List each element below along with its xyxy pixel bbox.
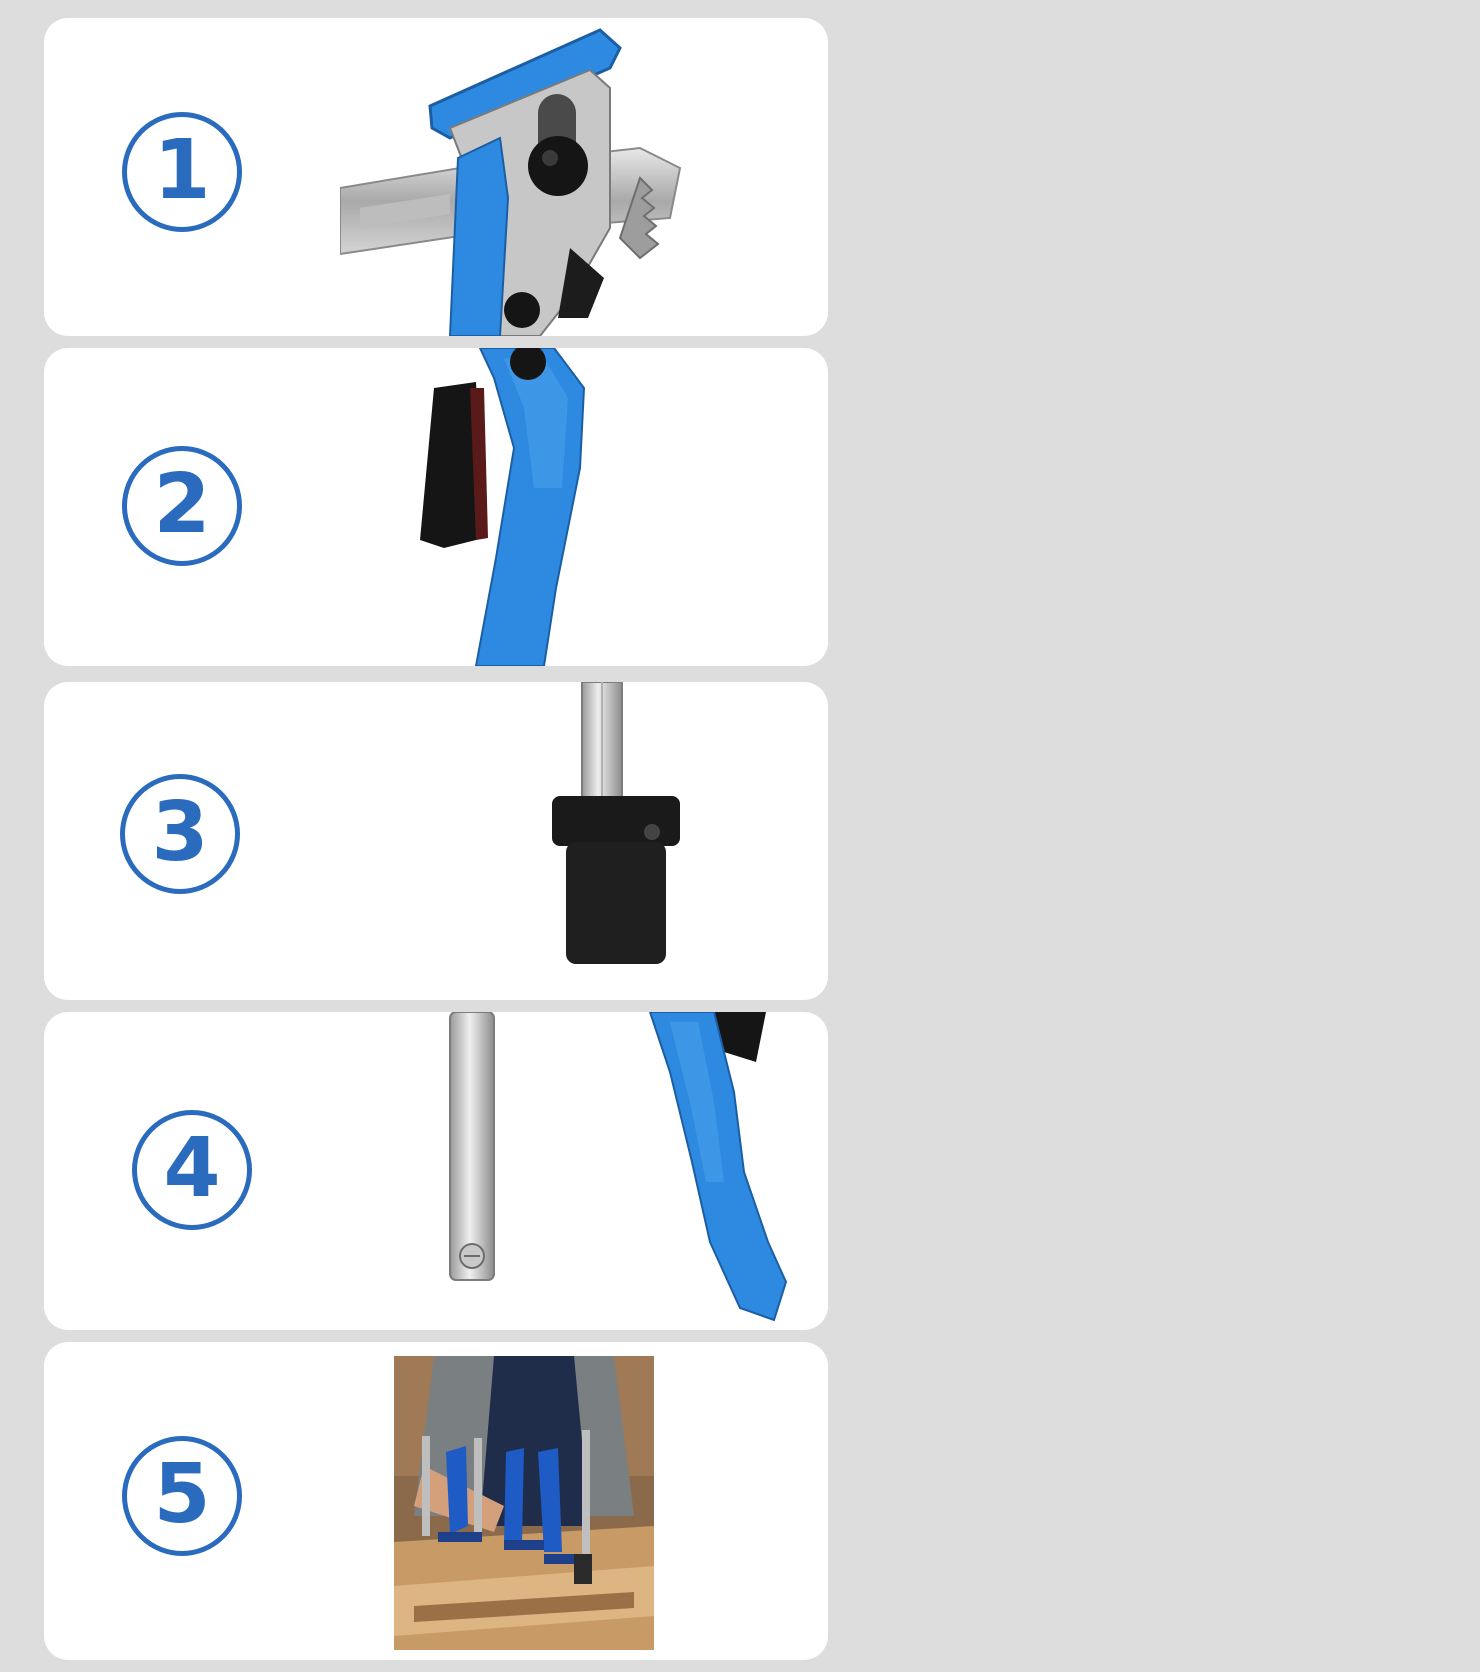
ratchet-parts-photo (340, 18, 760, 336)
ratchet-handle-photo (384, 348, 624, 666)
feature-card-2 (44, 348, 828, 666)
ratchet-table-photo (504, 682, 684, 982)
feature-card-5 (44, 1342, 828, 1660)
number-badge-2: 2 (122, 446, 242, 566)
woodworking-clamps-photo (394, 1356, 654, 1650)
feature-card-4 (44, 1012, 828, 1330)
number-badge-5: 5 (122, 1436, 242, 1556)
feature-card-3 (44, 682, 828, 1000)
anti-fall-design-photo (394, 1012, 794, 1322)
number-badge-4: 4 (132, 1110, 252, 1230)
number-badge-1: 1 (122, 112, 242, 232)
number-badge-3: 3 (120, 774, 240, 894)
feature-card-1 (44, 18, 828, 336)
